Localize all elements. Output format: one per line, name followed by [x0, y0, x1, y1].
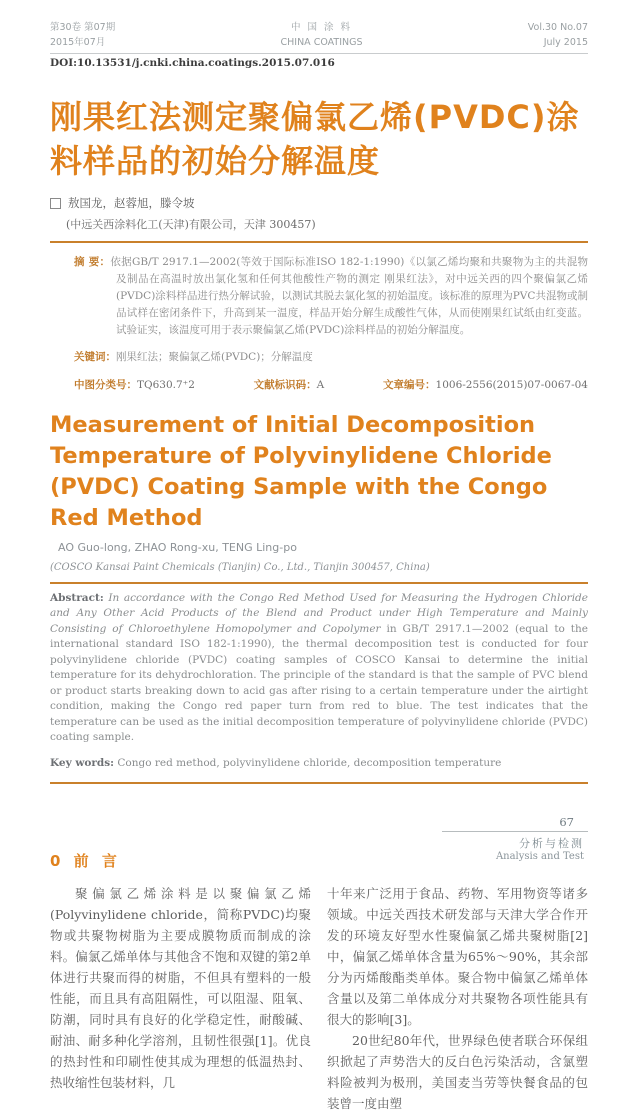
footer-section-en: Analysis and Test — [495, 851, 584, 862]
page-footer — [442, 815, 588, 862]
authors-cn: 敖国龙，赵蓉旭，滕令坡 — [68, 196, 195, 210]
header-divider — [50, 53, 588, 54]
intro-paragraph-right-continuation: 十年来广泛用于食品、药物、军用物资等诸多领域。中远关西技术研发部与天津大学合作开发的环境友好型水性聚偏氯乙烯共聚树脂[2]中，偏氯乙烯单体含量为65%～90%，其余部分为丙烯酸酯类单体。聚合物中偏氯乙烯单体含量以及第二单体成分对共聚物各项性能具有很大的影响[3]。 — [327, 886, 588, 1027]
abstract-en-top-rule — [50, 582, 588, 584]
volume-number-line: Vol.30 No.07 — [527, 22, 588, 33]
keywords-text-cn: 刚果红法；聚偏氯乙烯(PVDC)；分解温度 — [116, 351, 313, 363]
keywords-cn — [74, 349, 588, 366]
abstract-standard-title-italic: Congo Red Method Used for Measuring the Hydrogen Chloride and Any Other Acid Products of the Blend and Product under High Temperature and Mainly Consisting of Chloroethylene Homopolymer and Copolymer — [50, 591, 588, 635]
abstract-bottom-rule — [50, 782, 588, 784]
abstract-cn-block — [50, 254, 588, 394]
affiliation-cn: (中远关西涂料化工(天津)有限公司，天津 300457) — [66, 218, 316, 231]
journal-name-en: CHINA COATINGS — [280, 37, 363, 48]
article-id-value: 1006-2556(2015)07-0067-04 — [435, 378, 588, 391]
abstract-label-cn: 摘 要： — [74, 255, 111, 268]
authors-cn-row — [50, 195, 588, 211]
keywords-text-en: Congo red method, polyvinylidene chloride, decomposition temperature — [114, 757, 502, 769]
footer-section-cn: 分析与检测 — [519, 837, 584, 850]
right-column — [327, 883, 588, 1114]
affiliation-en: (COSCO Kansai Paint Chemicals (Tianjin) Co., Ltd., Tianjin 300457, China) — [50, 561, 430, 573]
abstract-top-rule — [50, 241, 588, 243]
keywords-label-cn: 关键词： — [74, 351, 116, 363]
journal-name — [280, 20, 362, 50]
clc-value: TQ630.7⁺2 — [137, 378, 195, 391]
article-title-en: Measurement of Initial Decomposition Temperature of Polyvinylidene Chloride (PVDC) Coating Sample with the Congo Red Method — [50, 411, 552, 531]
left-column — [50, 883, 311, 1114]
journal-header — [50, 20, 588, 50]
footer-divider — [442, 831, 588, 832]
issue-volume-line: 第30卷 第07期 — [50, 22, 116, 33]
abstract-pre-italic: In accordance with the — [103, 591, 240, 604]
abstract-text-en: in GB/T 2917.1—2002 (equal to the international standard ISO 182-1:1990), the thermal decomposition test is conducted for four polyvinylidene chloride (PVDC) coating samples of COSCO Kansai to determine the initial temperature for its dehydrochloration. The principle of the standard is that the sample of PVC blend or product starts breaking down to acid gas after rising to a certain temperature under the airtight condition, making the Congo red paper turn from red to blue. The test indicates that the temperature can be used as the initial decomposition temperature of polyvinylidene chloride (PVDC) coating sample. — [50, 622, 589, 743]
volume-info — [528, 20, 588, 50]
issue-date-line: 2015年07月 — [50, 37, 106, 48]
abstract-en — [50, 591, 588, 746]
clc-number — [74, 377, 195, 394]
keywords-en — [50, 756, 588, 772]
intro-paragraph-right-2: 20世纪80年代，世界绿色使者联合环保组织掀起了声势浩大的反白色污染活动，含氯塑料险被判为极刑，美国麦当劳等快餐食品的包装曾一度由塑 — [327, 1033, 588, 1111]
abstract-label-en: Abstract: — [50, 591, 104, 604]
abstract-cn — [74, 254, 588, 339]
issue-info — [50, 20, 115, 50]
doc-code-value: A — [316, 378, 325, 391]
page-number: 67 — [559, 815, 574, 829]
volume-date-line: July 2015 — [543, 37, 588, 48]
meta-line — [74, 377, 588, 394]
author-marker-icon — [50, 198, 61, 209]
journal-name-cn: 中 国 涂 料 — [290, 22, 353, 33]
doc-code-label: 文献标识码： — [253, 378, 317, 391]
keywords-label-en: Key words: — [50, 757, 115, 769]
body-columns — [50, 883, 588, 1114]
article-id-label: 文章编号： — [383, 378, 436, 391]
section-heading-intro: 0 前 言 — [50, 852, 121, 870]
article-title-cn: 刚果红法测定聚偏氯乙烯(PVDC)涂料样品的初始分解温度 — [50, 98, 580, 180]
doi-text: DOI:10.13531/j.cnki.china.coatings.2015.07.016 — [50, 57, 335, 69]
intro-paragraph-left: 聚偏氯乙烯涂料是以聚偏氯乙烯(Polyvinylidene chloride，简称PVDC)均聚物或共聚物树脂为主要成膜物质而制成的涂料。偏氯乙烯单体与其他含不饱和双键的第2单体进行共聚而得的树脂，不但具有塑料的一般性能，而且具有高阻隔性，可以阻湿、阻氧、防潮，同时具有良好的化学稳定性，耐酸碱、耐油、耐多种化学溶剂，且韧性很强[1]。优良的热封性和印刷性使其成为理想的低温热封、热收缩性包装材料，几 — [50, 886, 311, 1090]
authors-en: AO Guo-long, ZHAO Rong-xu, TENG Ling-po — [58, 540, 297, 554]
abstract-text-cn: 依据GB/T 2917.1—2002(等效于国际标准ISO 182-1:1990)《以氯乙烯均聚和共聚物为主的共混物及制品在高温时放出氯化氢和任何其他酸性产物的测定 刚果红法》，对中远关西的四个聚偏氯乙烯(PVDC)涂料样品进行热分解试验，以测试其脱去氯化氢的初始温度。该标准的原理为PVC共混物或制品试样在密闭条件下，升高到某一温度，样品开始分解生成酸性气体，从而使刚果红试纸由红变蓝。试验证实，该温度可用于表示聚偏氯乙烯(PVDC)涂料样品的初始分解温度。 — [110, 255, 589, 336]
clc-label: 中图分类号： — [74, 378, 137, 391]
document-code — [254, 377, 325, 394]
article-number — [383, 377, 588, 394]
